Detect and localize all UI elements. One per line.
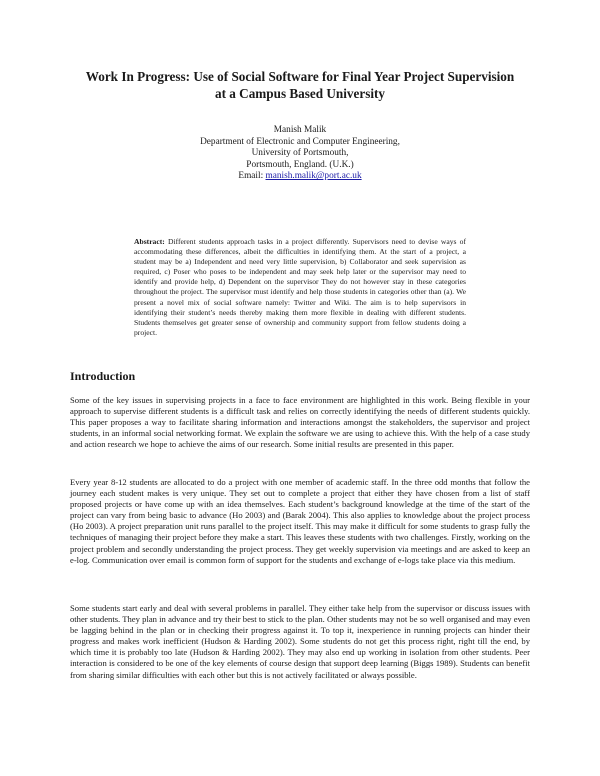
email-label: Email: (238, 171, 264, 182)
author-department: Department of Electronic and Computer Engineering, (200, 136, 400, 147)
paper-title-line-2: at a Campus Based University (215, 86, 385, 101)
author-name: Manish Malik (273, 125, 327, 135)
abstract-text: Different students approach tasks in a project differently. Supervisors need to devise ways of accommodating these differences, albeit the difficulties in identifying them. At the start of a project, a student may be a) Independent and need very little supervision, b) Collaborator and seek supervision as required, c) Poser who poses to be independent and may seek help later or the supervisor may need to identify and provide help, d) Dependent on the supervisor They do not however stay in these categories throughout the project. The supervisor must identify and help those students in categories other than (a). We present a novel mix of social software namely: Twitter and Wiki. The aim is to help supervisors in identifying their student’s needs thereby making them more flexible in dealing with different students. Students themselves get greater sense of ownership and community support from fellow students doing a project. (134, 237, 466, 337)
paper-title-line-1: Work In Progress: Use of Social Software for Final Year Project Supervision (85, 69, 515, 84)
author-email-line (150, 171, 450, 183)
introduction-paragraph-3: Some students start early and deal with several problems in parallel. They either take help from the supervisor or discuss issues with other students. They plan in advance and try their best to stick to the plan. Other students may not be so well organised and may even be lagging behind in the plan or in checking their progress against it. To top it, inexperience in running projects can hinder their progress and makes work inefficient (Hudson & Harding 2002). Some students do not get this process right, right till the end, by which time it is probably too late (Hudson & Harding 2002). They may also end up working in isolation from other students. Peer interaction is considered to be one of the key elements of course design that support deep learning (Biggs 1989). Students can benefit from sharing similar difficulties with each other but this is not actively facilitated or always possible. (70, 603, 530, 680)
introduction-paragraph-2: Every year 8-12 students are allocated to do a project with one member of academic staff. In the three odd months that follow the journey each student makes is very unique. They set out to complete a project that either they have chosen from a list of staff proposed projects or have come up with an idea themselves. Each student’s background knowledge at the time of the start of the project can vary from being basic to advance (Ho 2003) and (Barak 2004). This also applies to knowledge about the project process (Ho 2003). A project preparation unit runs parallel to the project itself. This may make it difficult for some students to grasp fully the techniques of managing their project before they make a start. This leaves these students with two challenges. Firstly, working on the project problem and secondly understanding the project process. They get weekly supervision via meetings and are asked to keep an e-log. Communication over email is common form of support for the students and exchange of e-logs take place via this medium. (70, 477, 530, 565)
author-university: University of Portsmouth, (251, 148, 349, 159)
paper-title (60, 68, 540, 102)
email-link[interactable]: manish.malik@port.ac.uk (265, 171, 362, 182)
introduction-heading: Introduction (70, 369, 136, 383)
author-location: Portsmouth, England. (U.K.) (246, 159, 354, 170)
abstract (134, 237, 466, 338)
author-block (150, 125, 450, 183)
introduction-paragraph-1: Some of the key issues in supervising projects in a face to face environment are highlighted in this work. Being flexible in your approach to supervise different students is a difficult task and relies on correctly identifying the needs of different students quickly. This paper proposes a way to facilitate sharing information and interactions amongst the stakeholders, the supervisor and project students, in an informal social networking format. We explain the software we are using to achieve this. With the help of a case study and action research we hope to achieve the aims of our research. Some initial results are presented in this paper. (70, 395, 530, 450)
abstract-label: Abstract: (134, 237, 165, 246)
